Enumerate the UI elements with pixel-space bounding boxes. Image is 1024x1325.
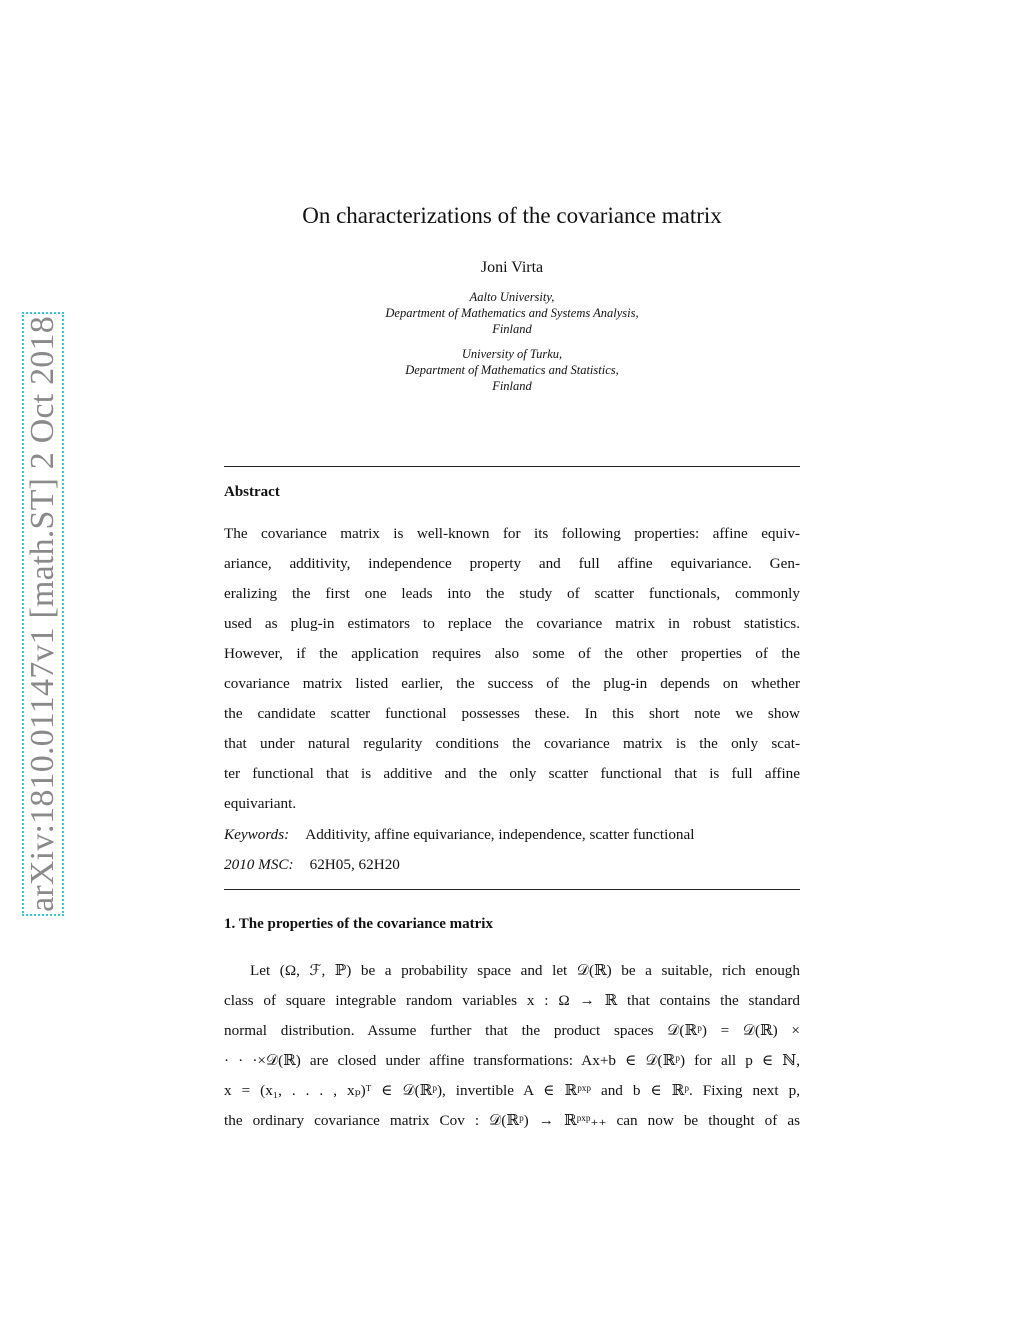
body-line: x = (x₁, . . . , xₚ)ᵀ ∈ 𝒟(ℝᵖ), invertible A ∈ ℝᵖˣᵖ and b ∈ ℝᵖ. Fixing next p,	[224, 1082, 800, 1099]
arxiv-identifier: arXiv:1810.01147v1 [math.ST] 2 Oct 2018	[24, 316, 62, 912]
abstract-line: However, if the application requires also some of the other properties of the	[224, 645, 800, 662]
msc-label: 2010 MSC:	[224, 856, 294, 873]
abstract-line: the candidate scatter functional possesses these. In this short note we show	[224, 705, 800, 722]
msc-text: 62H05, 62H20	[309, 856, 400, 873]
body-line: Let (Ω, ℱ, ℙ) be a probability space and let 𝒟(ℝ) be a suitable, rich enough	[250, 962, 800, 979]
abstract-line: covariance matrix listed earlier, the success of the plug-in depends on whether	[224, 675, 800, 692]
affiliation-2	[0, 346, 1024, 394]
msc-line	[224, 855, 400, 875]
abstract-line: that under natural regularity conditions the covariance matrix is the only scat-	[224, 735, 800, 752]
keywords-label: Keywords:	[224, 826, 290, 843]
keywords-text: Additivity, affine equivariance, independence, scatter functional	[305, 826, 695, 843]
affiliation-line: Department of Mathematics and Systems Analysis,	[385, 306, 639, 320]
abstract-bottom-rule	[224, 889, 800, 890]
arxiv-stamp	[22, 312, 64, 916]
abstract-line: ter functional that is additive and the only scatter functional that is full affine	[224, 765, 800, 782]
abstract-line: equivariant.	[224, 795, 297, 812]
affiliation-line: Aalto University,	[469, 290, 555, 304]
body-line: the ordinary covariance matrix Cov : 𝒟(ℝᵖ) → ℝᵖˣᵖ₊₊ can now be thought of as	[224, 1112, 800, 1129]
section-heading: 1. The properties of the covariance matrix	[224, 916, 493, 932]
affiliation-line: Department of Mathematics and Statistics,	[405, 363, 619, 377]
affiliation-1	[0, 289, 1024, 337]
paper-author: Joni Virta	[480, 259, 544, 276]
abstract-line: used as plug-in estimators to replace the covariance matrix in robust statistics.	[224, 615, 800, 632]
abstract-line: eralizing the first one leads into the study of scatter functionals, commonly	[224, 585, 800, 602]
abstract-heading: Abstract	[224, 484, 280, 500]
body-line: normal distribution. Assume further that the product spaces 𝒟(ℝᵖ) = 𝒟(ℝ) ×	[224, 1022, 800, 1039]
abstract-top-rule	[224, 466, 800, 467]
body-line: · · ·×𝒟(ℝ) are closed under affine transformations: Ax+b ∈ 𝒟(ℝᵖ) for all p ∈ ℕ,	[224, 1052, 800, 1069]
paper-title: On characterizations of the covariance matrix	[302, 203, 722, 228]
body-line: class of square integrable random variables x : Ω → ℝ that contains the standard	[224, 992, 800, 1009]
abstract-line: ariance, additivity, independence property and full affine equivariance. Gen-	[224, 555, 800, 572]
abstract-line: The covariance matrix is well-known for its following properties: affine equiv-	[224, 525, 800, 542]
affiliation-line: Finland	[492, 379, 532, 393]
affiliation-line: University of Turku,	[461, 347, 563, 361]
affiliation-line: Finland	[492, 322, 532, 336]
keywords-line	[224, 825, 694, 845]
